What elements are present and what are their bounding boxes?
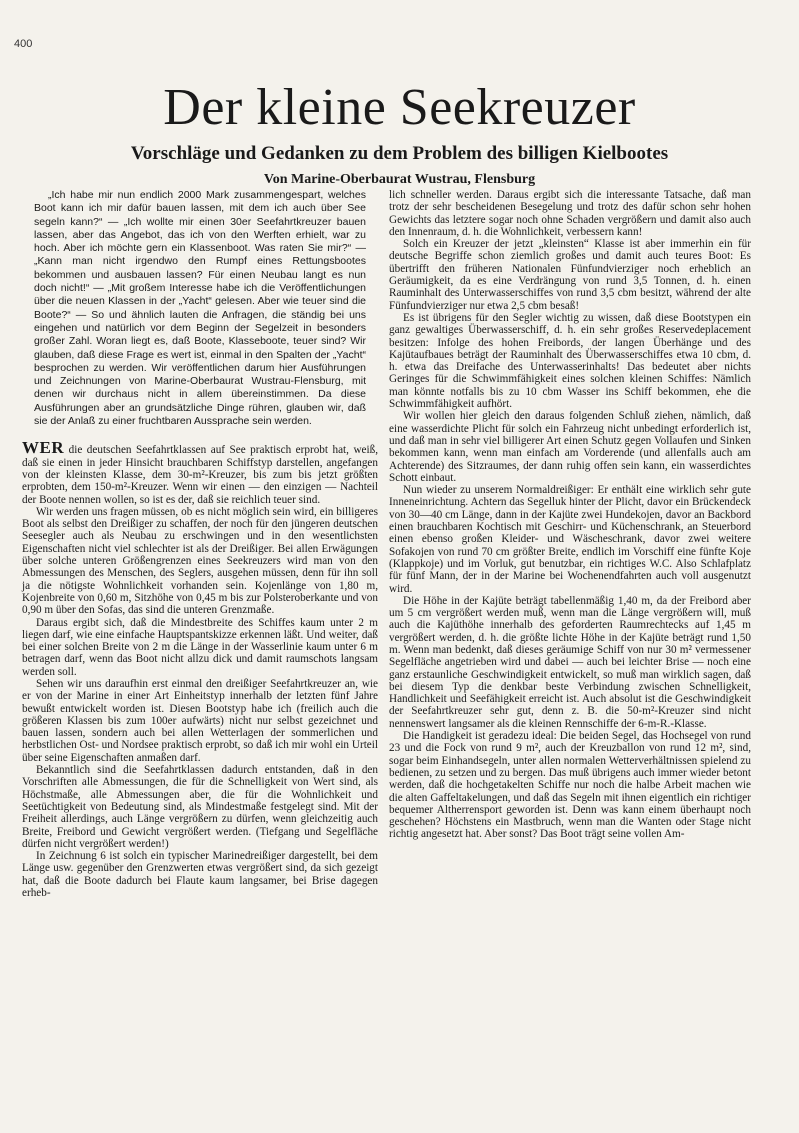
drop-cap: WER [22, 438, 65, 458]
body-paragraph: Die Höhe in der Kajüte beträgt tabellenmäßig 1,40 m, da der Freibord aber um 5 cm vergrößert werden muß, wenn man die Länge vergrößern will, muß auch die Kajüthöhe innerhalb des geforderten Raumrechtecks auf 1,45 m vergrößert werden, d. h. die größte lichte Höhe in der Kajüte beträgt rund 1,50 m. Wenn man bedenkt, daß dieses geräumige Schiff von nur 30 m² vermessener Segelfläche angetrieben wird und dabei — auch bei leichter Brise — noch eine ganz erstaunliche Geschwindigkeit entwickelt, so muß man wirklich sagen, daß bei diesem Typ die denkbar beste Verbindung zwischen Schnelligkeit, Handlichkeit und Seefähigkeit erreicht ist. Auch absolut ist die Geschwindigkeit der Seefahrtkreuzer sehr gut, denn z. B. die 50-m²-Kreuzer sind nicht nennenswert langsamer als die kleinen Rennschiffe der 6-m-R.-Klasse. [389, 594, 751, 730]
body-paragraph: Daraus ergibt sich, daß die Mindestbreite des Schiffes kaum unter 2 m liegen darf, wie eine einfache Hauptspantskizze erkennen läßt. Und weiter, daß bei einer solchen Breite von 2 m die Länge in der Wasserlinie kaum unter 6 m betragen darf, wenn das Boot nicht allzu dick und damit raumschots langsam werden soll. [22, 616, 378, 678]
body-paragraph: Wir wollen hier gleich den daraus folgenden Schluß ziehen, nämlich, daß eine wasserdichte Plicht für solch ein Fahrzeug nicht unbedingt erforderlich ist, und daß man in sehr viel billigerer Art einen Schutz gegen Vollaufen und Sinken bekommen kann, wenn man einfach am Vorderende (und allenfalls auch am Achterende) des Sitzraumes, der dann ruhig offen sein kann, ein wasserdichtes Schott einbaut. [389, 410, 751, 484]
right-column [389, 189, 751, 841]
body-paragraph [22, 438, 378, 506]
body-paragraph: Wir werden uns fragen müssen, ob es nicht möglich sein wird, ein billigeres Boot als selbst den Dreißiger zu schaffen, der noch für den jüngeren deutschen Seesegler auch als Neubau zu erschwingen und in den wesentlichsten Eigenschaften nicht viel schlechter ist als der Dreißiger. Bei allen Erwägungen über solche unteren Größengrenzen eines Seekreuzers wird man von den Abmessungen des Menschen, des Seglers, ausgehen müssen, denn für ihn soll ja die nötigste Wohnlichkeit vorhanden sein. Kojenlänge von 1,80 m, Kojenbreite von 0,60 m, Sitzhöhe von 0,45 m bis zur Polsteroberkante und von 0,90 m über den Sofas, das sind die unteren Grenzmaße. [22, 505, 378, 617]
article-byline: Von Marine-Oberbaurat Wustrau, Flensburg [263, 172, 536, 187]
body-paragraph: Nun wieder zu unserem Normaldreißiger: Er enthält eine wirklich sehr gute Inneneinrichtung. Achtern das Segelluk hinter der Plicht, davor ein Brückendeck von 30—40 cm Länge, dann in der Kajüte zwei Hundekojen, davor an Backbord einen brauchbaren Kochtisch mit Geschirr- und Küchenschrank, an Steuerbord einen ebenso großen Kleider- und Wäscheschrank, davor zwei weitere Sofakojen von rund 70 cm größter Breite, endlich im Vorschiff eine fünfte Koje (Klappkoje) und im Vorluk, gut benutzbar, ein richtiges W.C. Also Schlafplatz für fünf Mann, der in der Marine bei Wochenendfahrten auch voll ausgenutzt wird. [389, 484, 751, 595]
body-paragraph: Sehen wir uns daraufhin erst einmal den dreißiger Seefahrtkreuzer an, wie er von der Marine in einer Art Einheitstyp innerhalb der letzten fünf Jahre bewußt entwickelt worden ist. Diesen Bootstyp habe ich (freilich auch die größeren Klassen bis zum 100er aufwärts) nicht nur selbst gezeichnet und bauen lassen, sondern auch bei allen Wetterlagen der sommerlichen und herbstlichen Ost- und Nordsee praktisch erprobt, so daß ich mir wohl ein Urteil über seine Eigenschaften anmaßen darf. [22, 677, 378, 764]
body-paragraph: Bekanntlich sind die Seefahrtklassen dadurch entstanden, daß in den Vorschriften alle Abmessungen, die für die Schnelligkeit von Wert sind, als Höchstmaße, alle Abmessungen aber, die für die Wohnlichkeit und Seetüchtigkeit von Bedeutung sind, als Mindestmaße festgelegt sind. Mit der Freiheit allerdings, auch Länge vergrößern zu dürfen, wenn gleichzeitig auch Breite, Freibord und Gewicht vergrößert werden. (Tiefgang und Segelfläche dürfen nicht vergrößert werden!) [22, 764, 378, 850]
page-number: 400 [14, 38, 33, 50]
article-title: Der kleine Seekreuzer [163, 79, 636, 136]
article-subtitle: Vorschläge und Gedanken zu dem Problem des billigen Kielbootes [130, 143, 669, 164]
editorial-intro: „Ich habe mir nun endlich 2000 Mark zusammengespart, welches Boot kann ich mir dafür bauen lassen, mit dem ich auch über See segeln kann?“ — „Ich wollte mir einen 30er Seefahrtkreuzer bauen lassen, aber das Angebot, das ich von den Werften erhielt, war zu hoch. Aber ich möchte gern ein Klassenboot. Was raten Sie mir?“ — „Kann man nicht irgendwo den Rumpf eines Rettungsbootes bekommen und ausbauen lassen? Für einen Neubau langt es nun doch nicht!“ — „Mit großem Interesse habe ich die Veröffentlichungen über die neuen Klassen in der „Yacht“ gelesen. Aber wie teuer sind die Boote?“ — So und ähnlich lauten die Anfragen, die ständig bei uns eingehen und natürlich vor dem Beginn der Segelzeit in besonders großer Zahl. Woran liegt es, daß Boote, Klasseboote, teuer sind? Wir glauben, daß diese Frage es wert ist, einmal in den Spalten der „Yacht“ besprochen zu werden. Wir veröffentlichen darum hier Ausführungen und Zeichnungen von Marine-Oberbaurat Wustrau-Flensburg, mit denen wir durchaus nicht in allem übereinstimmen. Da diese Ausführungen aber an grundsätzliche Dinge rühren, glauben wir, daß sie der Anlaß zu einer fruchtbaren Aussprache sein werden. [34, 189, 366, 428]
body-paragraph: Es ist übrigens für den Segler wichtig zu wissen, daß diese Bootstypen ein ganz gewaltiges Überwasserschiff, d. h. ein sehr großes Reservedeplacement besitzen: Infolge des hohen Freibords, der langen Überhänge und des Kajütaufbaues beträgt der Rauminhalt des Überwasserschiffes etwa 10 cbm, d. h. etwa das Dreifache des Unterwasserinhalts! Das bedeutet aber nichts Geringes für die Schwimmfähigkeit eines solchen kleinen Schiffes: Nämlich man könnte notfalls bis zu 10 cbm Wasser ins Schiff bekommen, ehe die Schwimmfähigkeit aufhört. [389, 311, 751, 411]
body-paragraph: Solch ein Kreuzer der jetzt „kleinsten“ Klasse ist aber immerhin ein für deutsche Begriffe schon ziemlich großes und damit auch teures Boot: Es übertrifft den früheren Nationalen Fünfundvierziger noch erheblich an Geräumigkeit, da es eine Verdrängung von rund 3,5 Tonnen, d. h. einen Rauminhalt des Unterwasserschiffes von rund 3,5 cbm besitzt, während der alte Fünfundvierziger nur etwa 2,5 cbm besaß! [389, 238, 751, 312]
body-paragraph: Die Handigkeit ist geradezu ideal: Die beiden Segel, das Hochsegel von rund 23 und die Fock von rund 9 m², auch der Kreuzballon von rund 12 m², sind, sogar beim Einhandsegeln, unter allen normalen Wetterverhältnissen spielend zu bedienen, zu setzen und zu bergen. Das muß übrigens auch immer wieder betont werden, daß die hochgetakelten Schiffe nur noch die halbe Arbeit machen wie die alten Gaffeltakelungen, und daß das Segeln mit ihnen eigentlich ein richtiger bequemer Altherrensport geworden ist. Denn was kann einem überhaupt noch geschehen? Höchstens ein Mastbruch, wenn man die Wanten oder Stage nicht richtig angesetzt hat. Aber sonst? Das Boot trägt seine vollen Am- [389, 730, 751, 841]
body-paragraph-text: die deutschen Seefahrtklassen auf See praktisch erprobt hat, weiß, daß sie einen in jeder Hinsicht brauchbaren Schiffstyp darstellen, angefangen von der kleinsten Klasse, dem 30-m²-Kreuzer, bis zum bis jetzt größten erprobten, dem 150-m²-Kreuzer. Wenn wir einen — den einzigen — Nachteil der Boote nennen wollen, so ist es der, daß sie reichlich teuer sind. [22, 444, 378, 506]
body-paragraph: lich schneller werden. Daraus ergibt sich die interessante Tatsache, daß man trotz der sehr bescheidenen Besegelung und trotz des dafür schon sehr hohen Gewichts das letztere sogar noch ohne Schaden vergrößern und damit also auch den Innenraum, d. h. die Wohnlichkeit, verbessern kann! [389, 189, 751, 238]
left-column [22, 189, 378, 899]
body-paragraph: In Zeichnung 6 ist solch ein typischer Marinedreißiger dargestellt, bei dem Länge usw. gegenüber den Grenzwerten etwas vergrößert sind, da sich gezeigt hat, daß die Boote dadurch bei Flaute kaum langsamer, bei Brise dagegen erheb- [22, 850, 378, 900]
